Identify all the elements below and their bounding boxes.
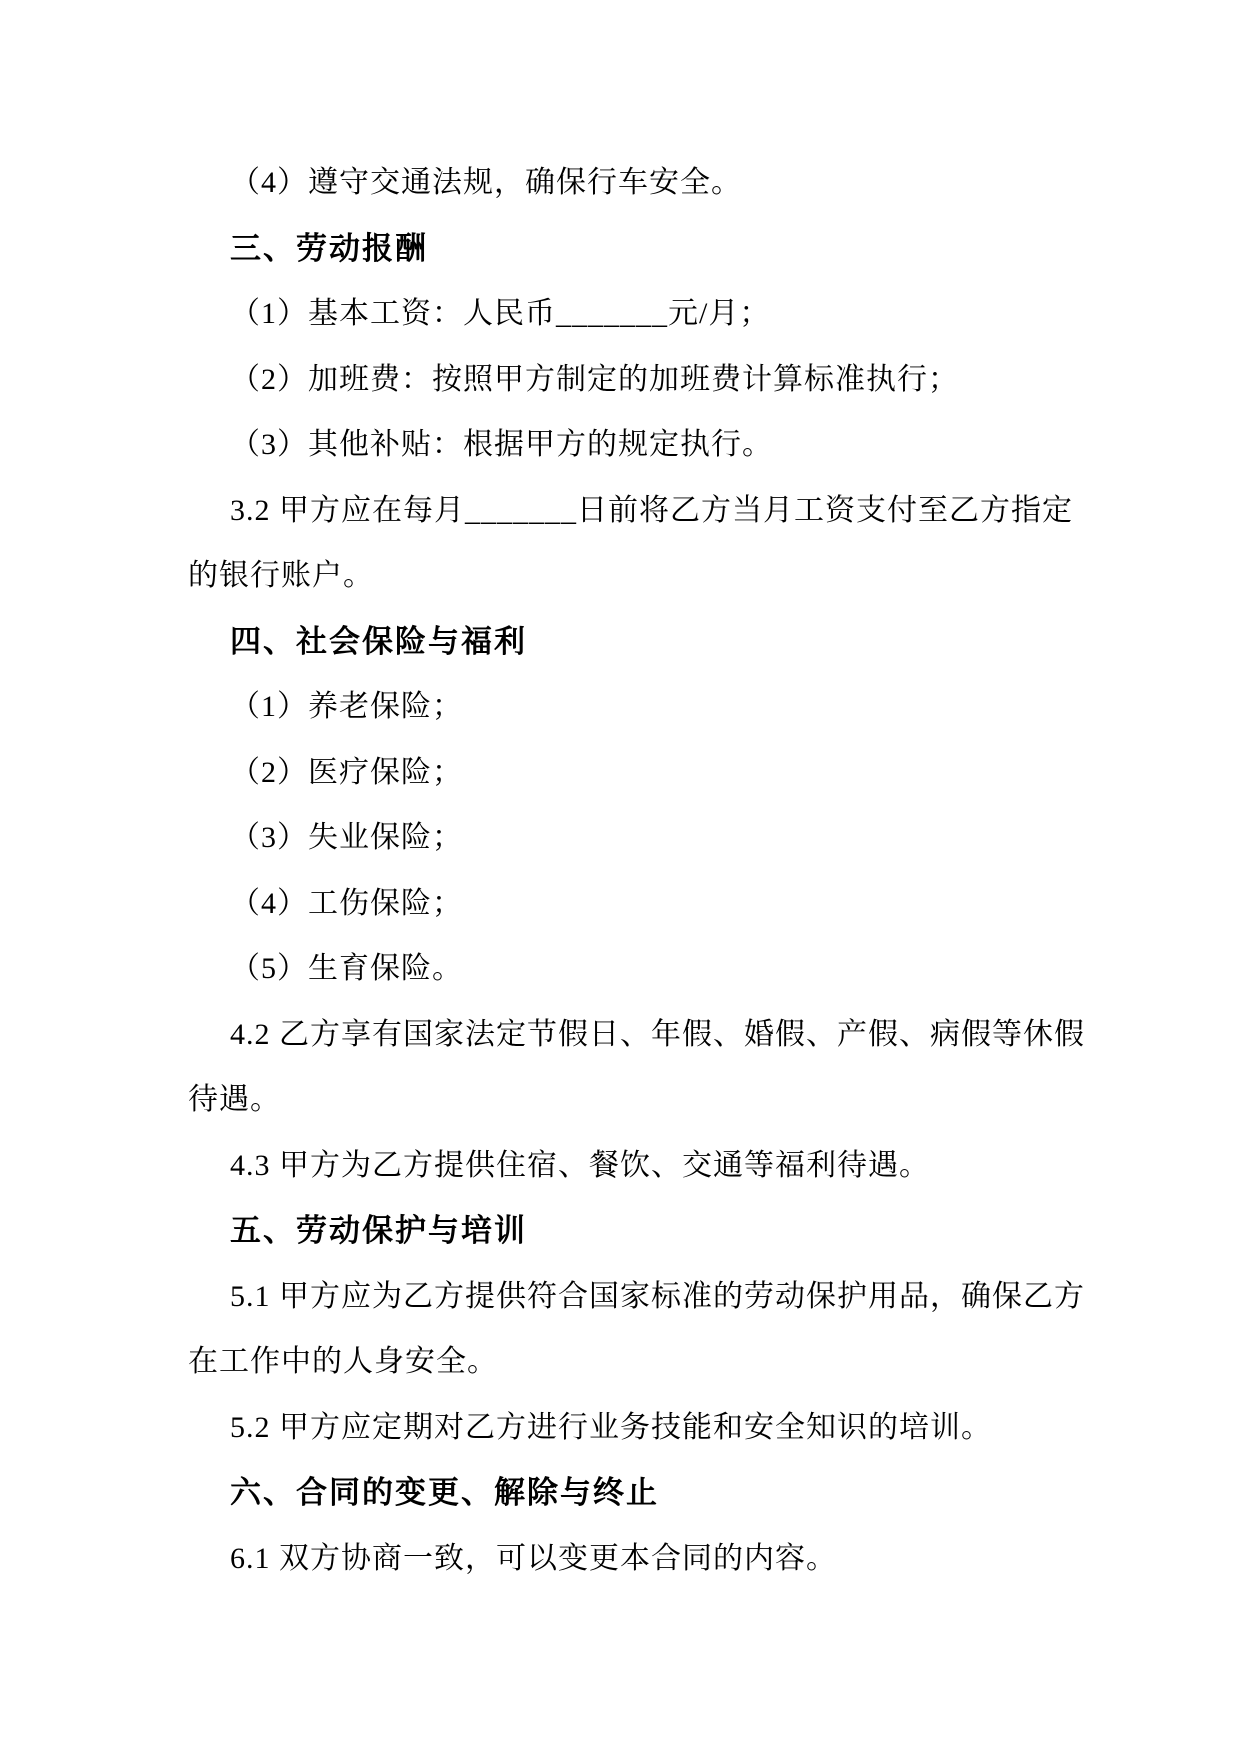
paragraph-line: （5）生育保险。 xyxy=(230,952,463,985)
contract-text-block xyxy=(188,150,1088,1591)
paragraph-line: （4）工伤保险； xyxy=(230,886,463,920)
paragraph-line: 5.2 甲方应定期对乙方进行业务技能和安全知识的培训。 xyxy=(230,1410,992,1444)
paragraph-line: 6.1 双方协商一致，可以变更本合同的内容。 xyxy=(230,1541,837,1575)
paragraph-line: 待遇。 xyxy=(188,1083,281,1116)
section-heading: 四、社会保险与福利 xyxy=(230,623,527,659)
section-heading: 三、劳动报酬 xyxy=(230,230,428,266)
section-heading: 六、合同的变更、解除与终止 xyxy=(230,1475,659,1510)
paragraph-line: 的银行账户。 xyxy=(188,559,374,592)
paragraph-line: （4）遵守交通法规，确保行车安全。 xyxy=(230,166,742,199)
paragraph-line: （3）其他补贴：根据甲方的规定执行。 xyxy=(230,428,773,461)
paragraph-line: 3.2 甲方应在每月_______日前将乙方当月工资支付至乙方指定 xyxy=(230,493,1073,527)
paragraph-line: （1）基本工资：人民币_______元/月； xyxy=(230,297,771,330)
section-heading: 五、劳动保护与培训 xyxy=(230,1213,527,1248)
paragraph-line: 5.1 甲方应为乙方提供符合国家标准的劳动保护用品，确保乙方 xyxy=(230,1279,1085,1313)
paragraph-line: 4.2 乙方享有国家法定节假日、年假、婚假、产假、病假等休假 xyxy=(230,1017,1085,1051)
paragraph-line: 在工作中的人身安全。 xyxy=(188,1345,498,1378)
paragraph-line: 4.3 甲方为乙方提供住宿、餐饮、交通等福利待遇。 xyxy=(230,1148,930,1182)
paragraph-line: （3）失业保险； xyxy=(230,821,463,854)
paragraph-line: （2）医疗保险； xyxy=(230,755,463,789)
paragraph-line: （2）加班费：按照甲方制定的加班费计算标准执行； xyxy=(230,362,959,396)
paragraph-line: （1）养老保险； xyxy=(230,690,463,723)
